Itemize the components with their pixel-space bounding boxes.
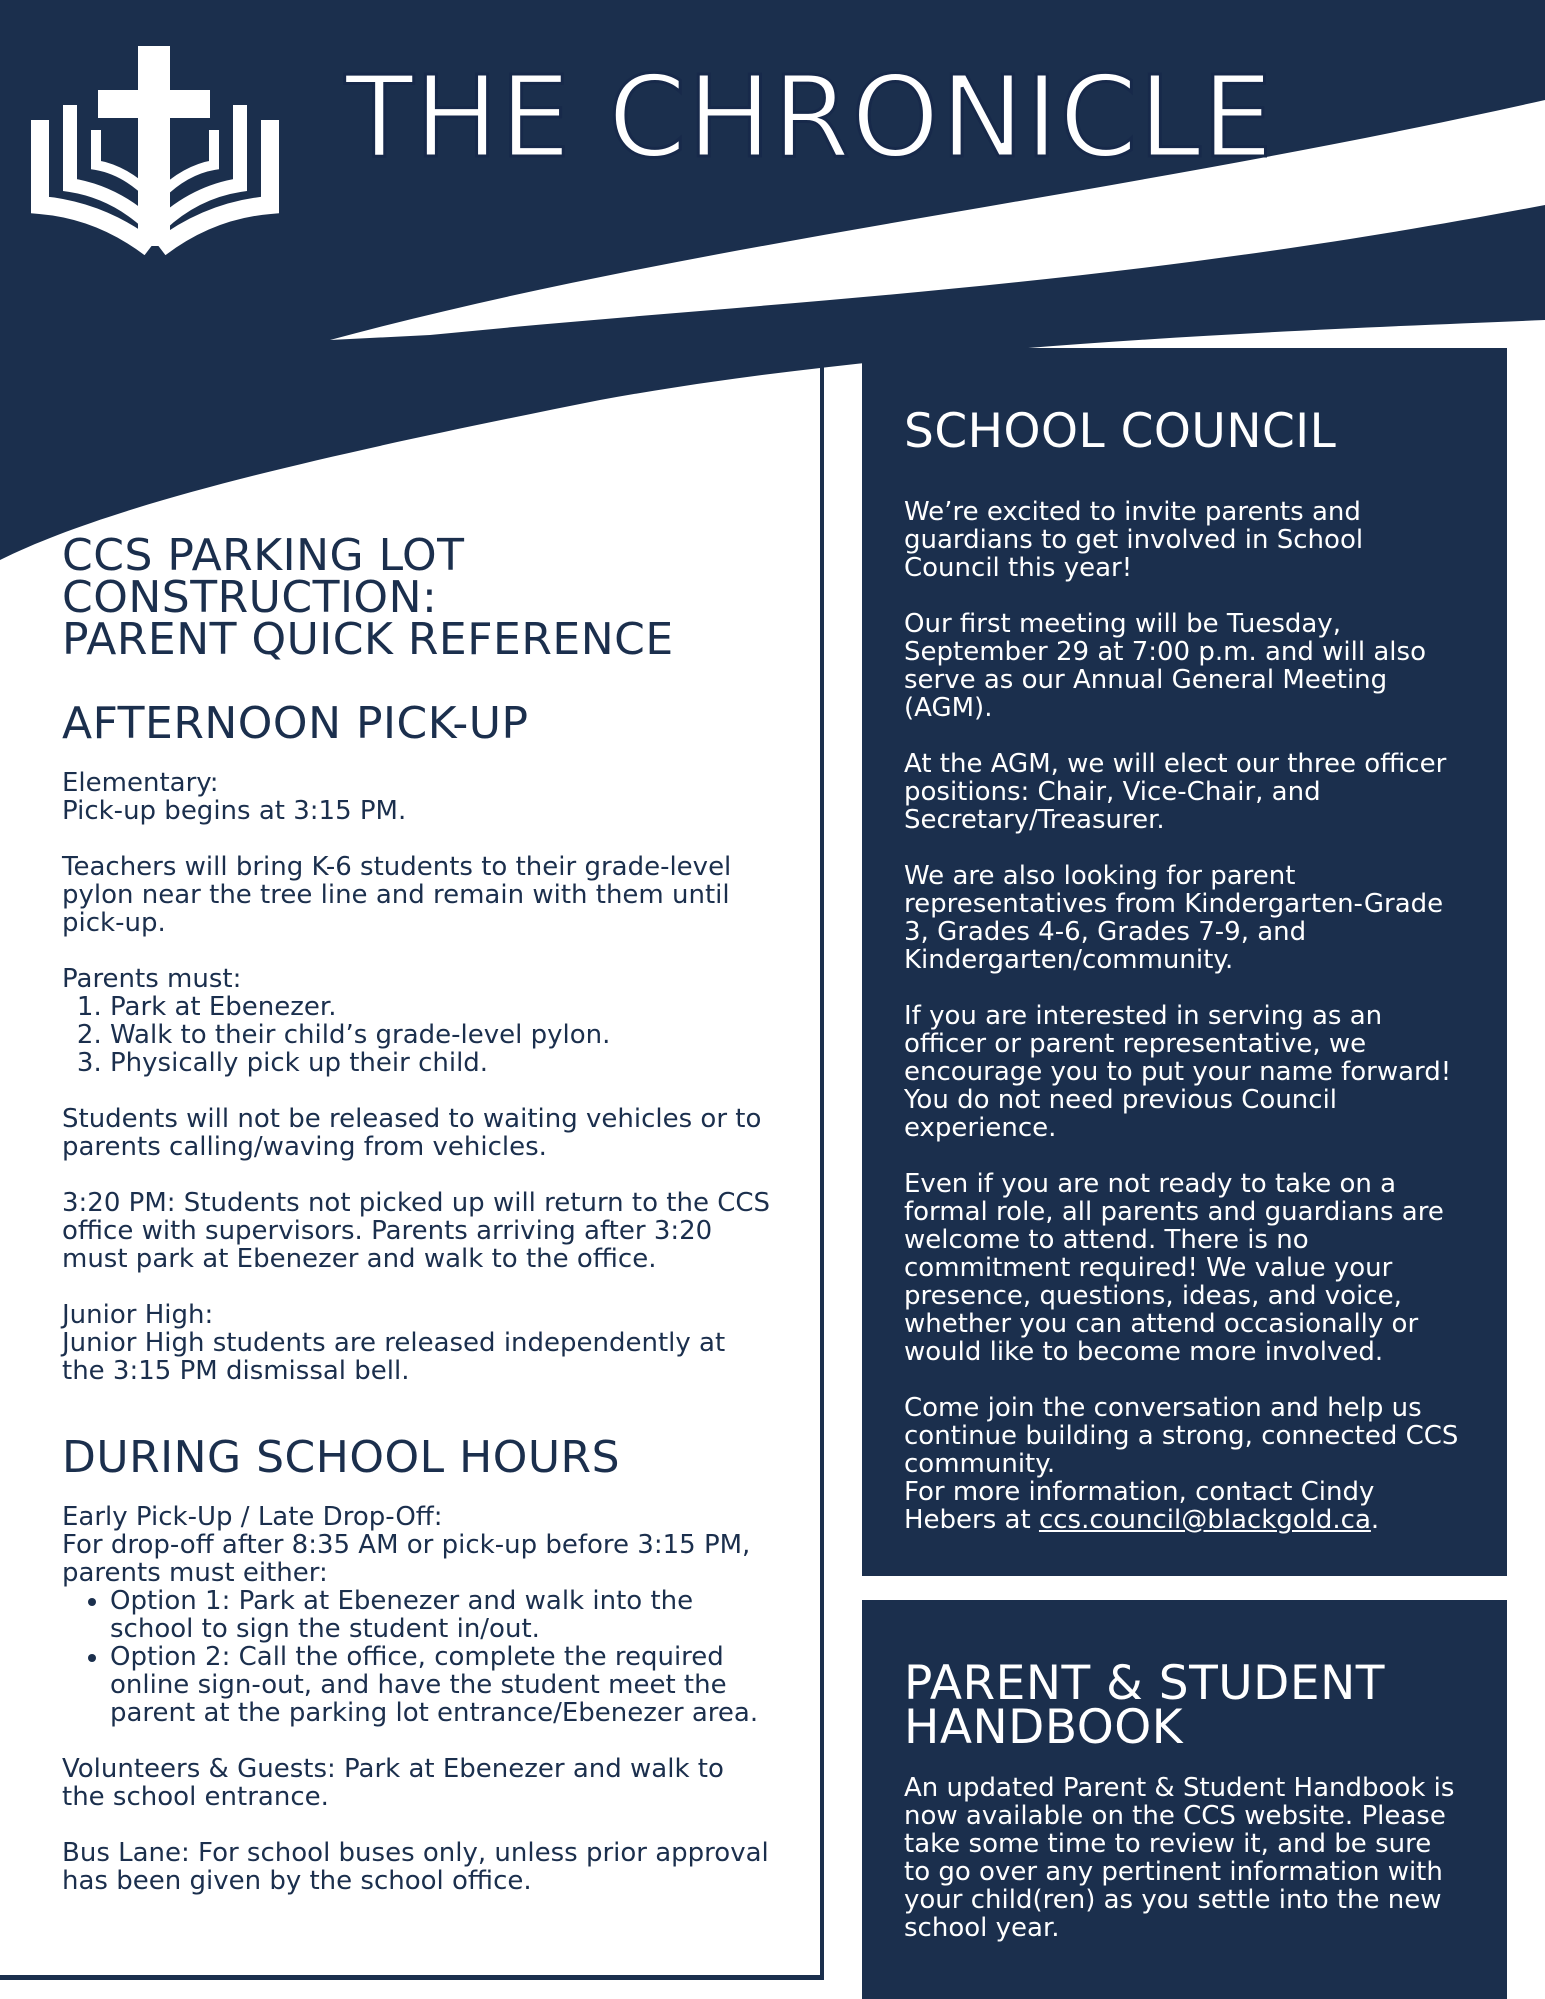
parking-heading-line: CONSTRUCTION: (62, 572, 438, 623)
early-pickup-paragraph (62, 1503, 772, 1587)
school-council-heading: SCHOOL COUNCIL (904, 404, 1337, 459)
release-paragraph: Students will not be released to waiting vehicles or to parents calling/waving from vehicles. (62, 1104, 762, 1162)
handbook-heading (904, 1656, 1465, 1755)
options-list (62, 1587, 772, 1727)
school-council-panel (862, 348, 1507, 1576)
volunteers-paragraph: Volunteers & Guests: Park at Ebenezer and walk to the school entrance. (62, 1754, 724, 1812)
parking-reference-column (62, 530, 772, 1923)
parking-heading-line: CCS PARKING LOT (62, 530, 465, 581)
council-paragraph: We’re excited to invite parents and guardians to get involved in School Council this year! (904, 497, 1364, 583)
council-paragraph: Our first meeting will be Tuesday, September 29 at 7:00 p.m. and will also serve as our Annual General Meeting (AGM). (904, 609, 1426, 723)
left-column-border (820, 350, 824, 1980)
parents-label: Parents must: (62, 964, 242, 994)
masthead-title: THE CHRONICLE (345, 53, 1274, 183)
list-item: 2. Walk to their child’s grade-level pylon. (110, 1021, 772, 1049)
parking-heading-line: PARENT QUICK REFERENCE (62, 614, 674, 665)
council-contact (904, 1478, 1465, 1534)
school-hours-heading: DURING SCHOOL HOURS (62, 1432, 621, 1483)
elementary-text: Pick-up begins at 3:15 PM. (62, 796, 407, 826)
list-item: • Option 1: Park at Ebenezer and walk into the school to sign the student in/out. (110, 1587, 772, 1643)
contact-suffix: . (1370, 1505, 1380, 1535)
council-paragraph: We are also looking for parent representatives from Kindergarten-Grade 3, Grades 4-6, Grades 7-9, and Kindergarten/community. (904, 861, 1444, 975)
handbook-panel (862, 1600, 1507, 1999)
parent-steps-list (62, 993, 772, 1077)
junior-high-text: Junior High students are released independently at the 3:15 PM dismissal bell. (62, 1328, 726, 1386)
late-pickup-paragraph: 3:20 PM: Students not picked up will return to the CCS office with supervisors. Parents arriving after 3:20 must park at Ebenezer and walk to the office. (62, 1188, 771, 1274)
teachers-paragraph: Teachers will bring K-6 students to their grade-level pylon near the tree line and remain with them until pick-up. (62, 852, 732, 938)
elementary-paragraph (62, 769, 772, 825)
handbook-heading-line: HANDBOOK (904, 1700, 1184, 1755)
council-email-link[interactable]: ccs.council@blackgold.ca (1038, 1505, 1371, 1535)
council-paragraph: Come join the conversation and help us continue building a strong, connected CCS community. (904, 1393, 1459, 1479)
left-column-bottom-border (0, 1975, 824, 1980)
bus-lane-paragraph: Bus Lane: For school buses only, unless prior approval has been given by the school office. (62, 1838, 769, 1896)
parking-heading (62, 530, 772, 665)
contact-text: For more information, contact Cindy Hebers at (904, 1477, 1375, 1535)
afternoon-pickup-heading: AFTERNOON PICK-UP (62, 698, 529, 749)
junior-high-label: Junior High: (62, 1300, 214, 1330)
elementary-label: Elementary: (62, 768, 219, 798)
council-paragraph: If you are interested in serving as an officer or parent representative, we encourage you to put your name forward! You do not need previous Council experience. (904, 1001, 1452, 1143)
handbook-heading-line: PARENT & STUDENT (904, 1656, 1385, 1711)
early-pickup-label: Early Pick-Up / Late Drop-Off: (62, 1502, 443, 1532)
list-item: 1. Park at Ebenezer. (110, 993, 772, 1021)
council-paragraph: At the AGM, we will elect our three officer positions: Chair, Vice-Chair, and Secretary/Treasurer. (904, 749, 1447, 835)
early-pickup-text: For drop-off after 8:35 AM or pick-up before 3:15 PM, parents must either: (62, 1530, 751, 1588)
handbook-paragraph: An updated Parent & Student Handbook is now available on the CCS website. Please take some time to review it, and be sure to go over any pertinent information with your child(ren) as you settle into the new school year. (904, 1773, 1455, 1943)
council-paragraph: Even if you are not ready to take on a formal role, all parents and guardians are welcome to attend. There is no commitment required! We value your presence, questions, ideas, and voice, whether you can attend occasionally or would like to become more involved. (904, 1169, 1444, 1367)
list-item: 3. Physically pick up their child. (110, 1049, 772, 1077)
list-item: • Option 2: Call the office, complete the required online sign-out, and have the student meet the parent at the parking lot entrance/Ebenezer area. (110, 1643, 772, 1727)
junior-high-paragraph (62, 1301, 772, 1385)
